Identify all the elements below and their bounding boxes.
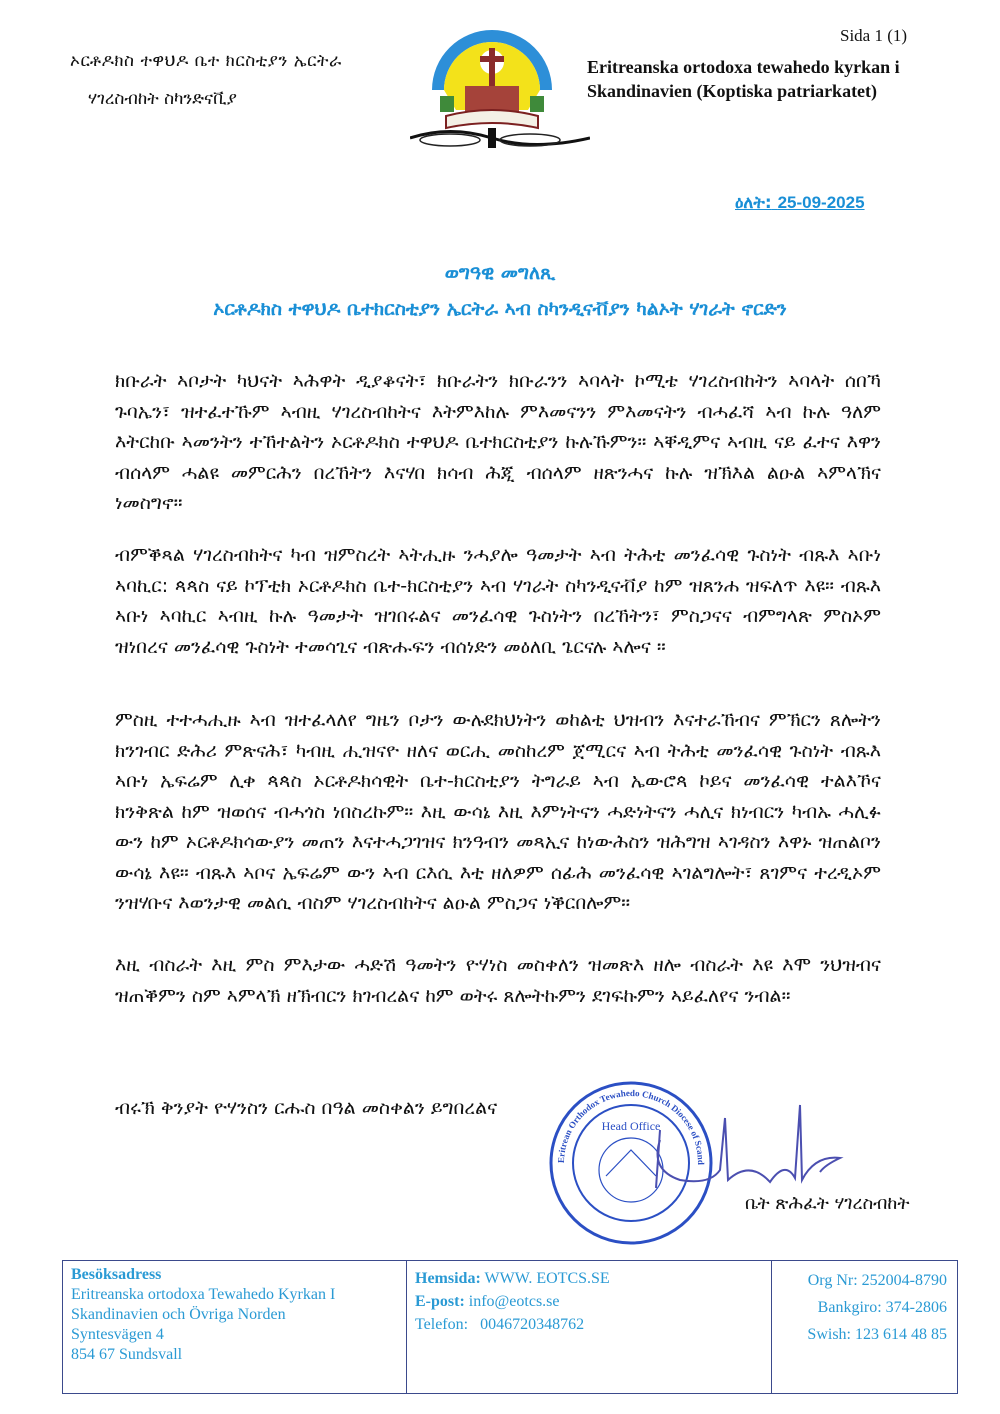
body-paragraph-2: ብምቕጻል ሃገረስብከትና ካብ ዝምስረት ኣትሒዙ ንሓያሎ ዓመታት ኣብ ትሕቲ መንፈሳዊ ጉስነት ብጹእ ኣቡነ ኣባኪር: ጳጳስ ናይ ኮፕቲክ ኦርቶዶክስ ቤተ-ክርስቲያን ኣብ ሃገራት ስካንዲናቭያ ከም ዝጸንሐ ዝፍለጥ እዩ። ብጹእ ኣቡነ ኣባኪር ኣብዚ ኩሉ ዓመታት ዝገበሩልና መንፈሳዊ ጉስነትን በረኸትን፣ ምስጋናና ብምግላጽ ምስኦም ዝነበረና መንፈሳዊ ጉስነት ተመሳጊና ብጽሑፍን ብሰነድን መዕለቢ ጌርናሉ ኣሎና ። [115, 544, 881, 658]
website-row [415, 1267, 763, 1290]
body-paragraph-3: ምስዚ ተተሓሒዙ ኣብ ዝተፈላለየ ግዜን ቦታን ውሉደክህነትን ወከልቲ ህዝብን እናተራኸብና ምኽርን ጸሎትን ክንገብር ድሕሪ ምጽናሕ፣ ካብዚ ሒዝናዮ ዘለና ወርሒ መስከረም ጀሚርና ኣብ ትሕቲ መንፈሳዊ ጉስነት ብጹእ ኣቡነ ኤፍሬም ሊቀ ጳጳስ ኦርቶዶክሳዊት ቤተ-ክርስቲያን ትግራይ ኣብ ኤውሮጳ ኮይና መንፈሳዊ ተልእኾና ክንቅጽል ከም ዝወሰና ብሓጎስ ነበስረኩም። እዚ ውሳኔ እዚ እምነትናን ሓድነትናን ሓሊና ክነብርን ካብኡ ሓሊፉ ውን ከም ኦርቶዶክሳውያን መጠን እናተሓጋገዝና ክንዓብን መጻኢና ከነውሕስን ዝሕግዝ ኣገዳስን እዋኑ ዝጠልቦን ውሳኔ እዩ። ብጹእ ኣቦና ኤፍሬም ውን ኣብ ርእሲ እቲ ዘለዎም ሰፊሕ መንፈሳዊ ኣገልግሎት፣ ጸገምና ተረዲኦም ንዝሃቡና እወንታዊ መልሲ ብስም ሃገረስብከትና ልዑል ምስጋና ነቕርበሎም። [115, 709, 881, 914]
stamp-center-text: Head Office [601, 1119, 661, 1133]
body-paragraph-4: እዚ ብስራት እዚ ምስ ምእታው ሓድሽ ዓመትን ዮሃነስ መስቀለን ዝመጽእ ዘሎ ብስራት እዩ እሞ ንህዝብና ዝጠቕምን ስም ኣምላኽ ዘኽብርን ክገብረልና ከም ወትሩ ጸሎትኩምን ደገፍኩምን ኣይፈለየና ንብል። [115, 954, 881, 1007]
email-row [415, 1290, 763, 1313]
phone-value: 0046720348762 [480, 1316, 585, 1333]
org-name-swedish-line1: Eritreanska ortodoxa tewahedo kyrkan i [587, 57, 900, 77]
visit-address-line: 854 67 Sundsvall [71, 1346, 183, 1363]
church-emblem-icon [410, 20, 590, 150]
phone-row [415, 1313, 763, 1336]
footer-contact [407, 1261, 772, 1393]
footer-visit-address [63, 1261, 407, 1393]
visit-address-line: Syntesvägen 4 [71, 1326, 164, 1343]
body-paragraph-1: ክቡራት ኣቦታት ካህናት ኣሕዋት ዲያቆናት፣ ክቡራትን ክቡራንን ኣባላት ኮሚቴ ሃገረስብከትን ኣባላት ሰበኻ ጉባኤን፣ ዝተፈተኹም ኣብዚ ሃገረስብከትና እትምእከሉ ምእመናንን ምእመናትን ብሓፈሻ ኣብ ኩሉ ዓለም እትርከቡ ኣመንትን ተኸተልትን ኦርቶዶክስ ተዋህዶ ቤተክርስቲያን ኩሉኹምን። ኣቐዲምና ኣብዚ ናይ ፈተና እዋን ብሰላም ሓልዩ መምርሕን በረኸትን እናሃበ ክሳብ ሕጂ ብሰላም ዘጽንሓና ኩሉ ዝኽእል ልዑል ኣምላኽና ነመስግኖ። [115, 370, 881, 514]
phone-label: Telefon: [415, 1316, 469, 1333]
org-number: Org Nr: 252004-8790 [807, 1272, 947, 1289]
date-value: 25-09-2025 [777, 193, 865, 212]
document-heading: ወግዓዊ መግለጺ [444, 262, 556, 284]
signoff-office: ቤት ጽሕፈት ሃገረስብከት [745, 1193, 910, 1214]
footer-contact-box [62, 1260, 958, 1394]
document-date [735, 193, 865, 213]
org-name-swedish [587, 55, 967, 103]
website-link[interactable]: WWW. EOTCS.SE [484, 1270, 610, 1287]
website-label: Hemsida: [415, 1270, 481, 1287]
email-label: E-post: [415, 1293, 465, 1310]
diocese-name-tigrinya: ሃገረስብከት ስካንድናቪያ [88, 89, 237, 109]
stamp-outer-text: Eritrean Orthodox Tewahedo Church Diocese of Scand [555, 1087, 707, 1165]
swish-number: Swish: 123 614 48 85 [807, 1326, 947, 1343]
email-link[interactable]: info@eotcs.se [468, 1293, 560, 1310]
org-name-swedish-line2: Skandinavien (Koptiska patriarkatet) [587, 81, 878, 101]
visit-address-line: Skandinavien och Övriga Norden [71, 1306, 286, 1323]
org-name-tigrinya: ኦርቶዶክስ ተዋህዶ ቤተ ክርስቲያን ኤርትራ [70, 51, 342, 71]
bankgiro-number: Bankgiro: 374-2806 [817, 1299, 947, 1316]
date-label: ዕለት: [735, 193, 772, 213]
document-subheading: ኦርቶዶክስ ተዋህዶ ቤተክርስቲያን ኤርትራ ኣብ ስካንዲናቭያን ካልኦት ሃገራት ኖርድን [213, 298, 787, 320]
visit-address-heading: Besöksadress [71, 1266, 162, 1283]
closing-greeting: ብሩኽ ቅንያት ዮሃንስን ርሑስ በዓል መስቀልን ይግበረልና [115, 1097, 498, 1119]
visit-address-line: Eritreanska ortodoxa Tewahedo Kyrkan I [71, 1286, 336, 1303]
footer-financial [772, 1261, 957, 1393]
signature-icon [620, 1100, 860, 1200]
header-left [70, 50, 410, 110]
page-number: Sida 1 (1) [840, 26, 908, 45]
